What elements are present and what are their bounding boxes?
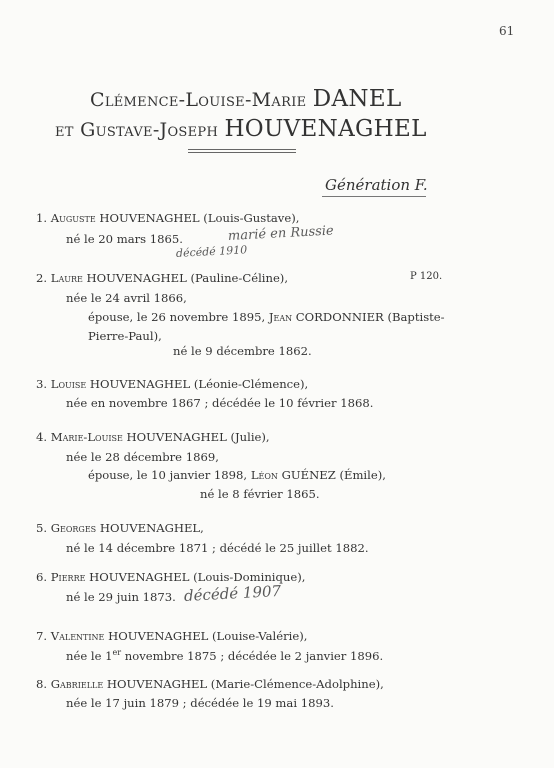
entry-1-handwritten-1: marié en Russie [227, 223, 335, 244]
entry-number: 6. [36, 570, 48, 584]
entry-5-line-1: né le 14 décembre 1871 ; décédé le 25 juillet 1882. [66, 541, 369, 555]
title-given-names-1: Clémence-Louise-Marie [90, 89, 307, 111]
entry-name-rest: HOUVENAGHEL (Marie-Clémence-Adolphine), [106, 677, 384, 691]
title-rule-top [188, 149, 296, 150]
title-et: et [55, 119, 74, 141]
entry-2-line-3: Pierre-Paul), [88, 329, 162, 343]
entry-first-name: Pierre [50, 570, 86, 584]
entry-first-name: Auguste [50, 211, 96, 225]
spouse-name-rest: CORDONNIER (Baptiste- [295, 310, 445, 324]
generation-rule [322, 196, 426, 197]
entry-number: 7. [36, 629, 48, 643]
entry-1-line-1: né le 20 mars 1865. [66, 232, 183, 246]
entry-first-name: Louise [50, 377, 87, 391]
ordinal-suffix: er [112, 648, 122, 657]
entry-name-rest: HOUVENAGHEL (Léonie-Clémence), [89, 377, 309, 391]
title-line-2 [55, 116, 427, 142]
entry-6-handwritten-1: décédé 1907 [183, 581, 282, 605]
entry-first-name: Valentine [50, 629, 105, 643]
spouse-first-name: Jean [268, 310, 293, 324]
entry-3-line-1: née en novembre 1867 ; décédée le 10 février 1868. [66, 396, 374, 410]
entry-5-heading [36, 521, 204, 535]
entry-4-heading [36, 430, 270, 444]
entry-3-heading [36, 377, 308, 391]
entry-name-rest: HOUVENAGHEL (Pauline-Céline), [86, 271, 289, 285]
entry-2-page-ref: P 120. [410, 271, 443, 282]
entry-first-name: Laure [50, 271, 83, 285]
title-surname-2: HOUVENAGHEL [224, 116, 427, 142]
entry-7-line-1 [66, 648, 383, 663]
entry-name-rest: HOUVENAGHEL (Louis-Dominique), [89, 570, 306, 584]
date-text-a: née le 1 [66, 648, 113, 663]
entry-number: 5. [36, 521, 48, 535]
entry-2-line-4: né le 9 décembre 1862. [173, 344, 312, 358]
entry-4-line-1: née le 28 décembre 1869, [66, 450, 219, 464]
entry-name-rest: HOUVENAGHEL (Julie), [126, 430, 270, 444]
entry-4-line-3: né le 8 février 1865. [200, 487, 320, 501]
entry-1-handwritten-2: décédé 1910 [175, 243, 248, 260]
title-surname-1: DANEL [312, 86, 402, 112]
title-line-1 [90, 86, 402, 112]
entry-8-heading [36, 677, 384, 691]
entry-2-line-1: née le 24 avril 1866, [66, 291, 187, 305]
entry-8-line-1: née le 17 juin 1879 ; décédée le 19 mai 1893. [66, 696, 334, 710]
entry-first-name: Gabrielle [50, 677, 104, 691]
entry-name-rest: HOUVENAGHEL (Louise-Valérie), [108, 629, 308, 643]
generation-label: Génération F. [325, 176, 428, 194]
entry-name-rest: HOUVENAGHEL, [99, 521, 204, 535]
entry-name-rest: HOUVENAGHEL (Louis-Gustave), [99, 211, 300, 225]
entry-first-name: Marie-Louise [50, 430, 123, 444]
page-number: 61 [499, 24, 515, 38]
marriage-text: épouse, le 26 novembre 1895, [88, 310, 266, 324]
title-rule-bottom [188, 152, 296, 153]
entry-number: 8. [36, 677, 48, 691]
marriage-text: épouse, le 10 janvier 1898, [88, 468, 248, 482]
entry-first-name: Georges [50, 521, 97, 535]
entry-1-heading [36, 211, 299, 225]
entry-7-heading [36, 629, 307, 643]
spouse-name-rest: GUÉNEZ (Émile), [281, 468, 386, 482]
date-text-b: novembre 1875 ; décédée le 2 janvier 1896. [121, 648, 384, 663]
spouse-first-name: Léon [250, 468, 278, 482]
entry-2-line-2 [88, 310, 445, 324]
entry-number: 4. [36, 430, 48, 444]
entry-6-line-1: né le 29 juin 1873. [66, 590, 176, 604]
entry-4-line-2 [88, 468, 386, 482]
entry-number: 2. [36, 271, 48, 285]
entry-2-heading [36, 271, 288, 285]
entry-number: 3. [36, 377, 48, 391]
title-given-names-2: Gustave-Joseph [80, 119, 219, 141]
entry-number: 1. [36, 211, 48, 225]
